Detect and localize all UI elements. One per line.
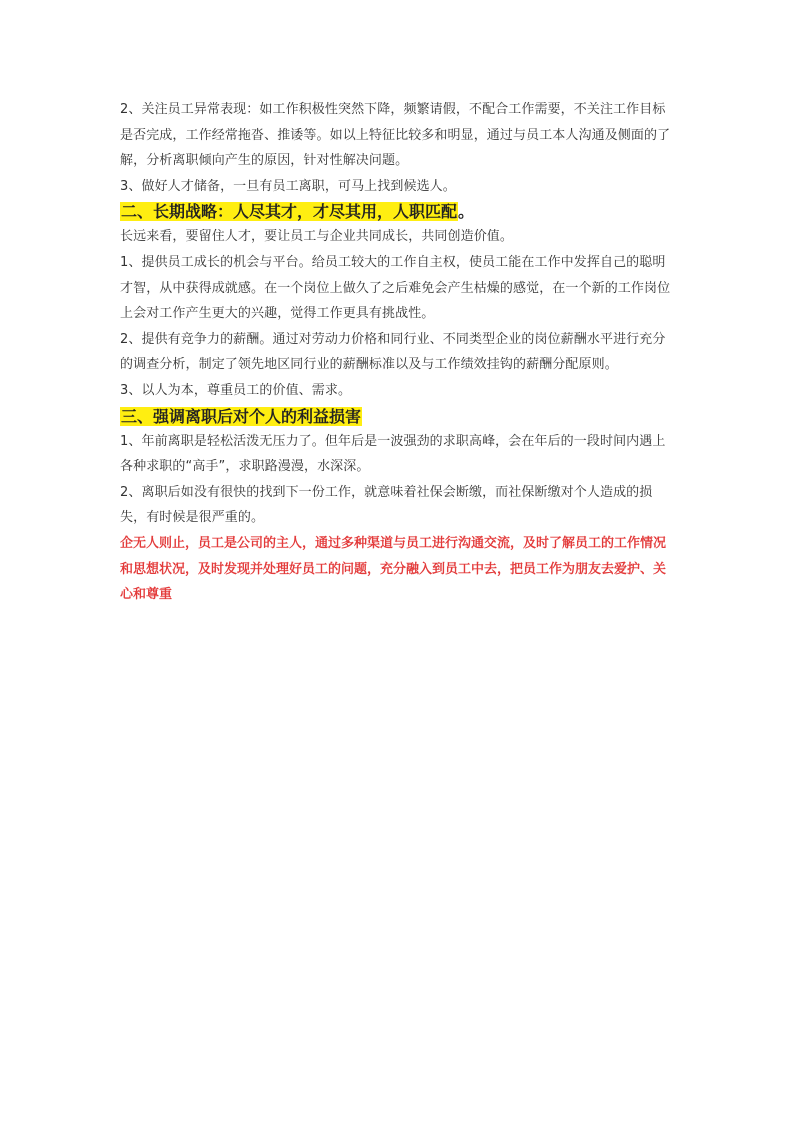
- section-heading-resignation-loss: [120, 404, 676, 429]
- paragraph-competitive-pay: 2、提供有竞争力的薪酬。通过对劳动力价格和同行业、不同类型企业的岗位薪酬水平进行充分的调查分析，制定了领先地区同行业的薪酬标准以及与工作绩效挂钩的薪酬分配原则。: [120, 331, 666, 373]
- paragraph-emphasis-conclusion: 企无人则止，员工是公司的主人，通过多种渠道与员工进行沟通交流，及时了解员工的工作情况和思想状况，及时发现并处理好员工的问题，充分融入到员工中去，把员工作为朋友去爱护、关心和尊重: [120, 535, 667, 603]
- section-heading-long-term-strategy: [120, 199, 676, 224]
- heading-tail: 。: [458, 202, 475, 222]
- paragraph-people-oriented: 3、以人为本，尊重员工的价值、需求。: [120, 382, 352, 398]
- paragraph-social-security-loss: 2、离职后如没有很快的找到下一份工作，就意味着社保会断缴，而社保断缴对个人造成的损失，有时候是很严重的。: [120, 484, 653, 526]
- paragraph-job-hunting-peak: 1、年前离职是轻松活泼无压力了。但年后是一波强劲的求职高峰，会在年后的一段时间内遇上各种求职的“高手”，求职路漫漫，水深深。: [120, 433, 666, 475]
- paragraph-long-term-intro: 长远来看，要留住人才，要让员工与企业共同成长，共同创造价值。: [120, 229, 514, 245]
- paragraph-abnormal-behavior: 2、关注员工异常表现：如工作积极性突然下降，频繁请假，不配合工作需要，不关注工作目标是否完成，工作经常拖沓、推诿等。如以上特征比较多和明显，通过与员工本人沟通及侧面的了解，分析离职倾向产生的原因，针对性解决问题。: [120, 102, 671, 169]
- document-body: [120, 97, 676, 608]
- paragraph-talent-reserve: 3、做好人才储备，一旦有员工离职，可马上找到候选人。: [120, 178, 456, 194]
- highlighted-heading-text: 三、强调离职后对个人的利益损害: [121, 406, 362, 426]
- highlighted-heading-text: 二、长期战略：人尽其才，才尽其用，人职匹配: [121, 202, 458, 222]
- paragraph-growth-opportunity: 1、提供员工成长的机会与平台。给员工较大的工作自主权，使员工能在工作中发挥自己的聪明才智，从中获得成就感。在一个岗位上做久了之后难免会产生枯燥的感觉，在一个新的工作岗位上会对工作产生更大的兴趣，觉得工作更具有挑战性。: [120, 254, 671, 322]
